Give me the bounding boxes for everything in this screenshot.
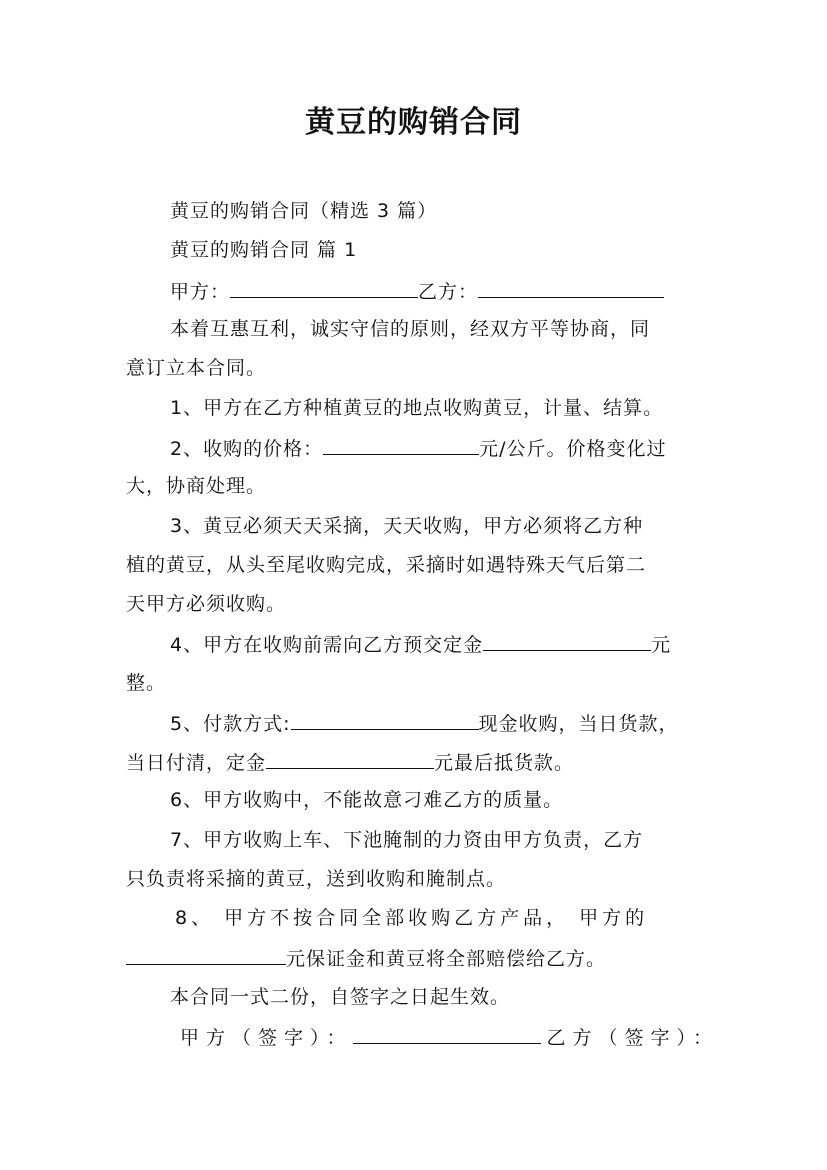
clause-5-text-a: 5、付款方式:: [170, 713, 291, 735]
guarantee-blank: [126, 944, 286, 965]
clause-7-line-1: 7、甲方收购上车、下池腌制的力资由甲方负责，乙方: [170, 829, 644, 851]
subtitle: 黄豆的购销合同（精选 3 篇）: [170, 200, 438, 222]
document-title: 黄豆的购销合同: [305, 105, 522, 140]
effective-clause: 本合同一式二份，自签字之日起生效。: [170, 986, 511, 1008]
clause-4-line-1: [170, 630, 750, 658]
price-blank: [323, 434, 479, 455]
clause-2-line-1: [170, 434, 750, 462]
clause-2-text-a: 2、收购的价格：: [170, 438, 324, 460]
deposit-amount-blank: [266, 748, 434, 769]
clause-2-line-2: 大，协商处理。: [126, 475, 267, 497]
clause-4-text-b: 元: [651, 634, 672, 656]
clause-8-line-1: 8、 甲方不按合同全部收购乙方产品， 甲方的: [175, 907, 649, 929]
intro-line-1: 本着互惠互利，诚实守信的原则，经双方平等协商，同: [170, 318, 651, 340]
clause-5-text-c: 当日付清，定金: [126, 752, 267, 774]
clause-3-line-3: 天甲方必须收购。: [126, 593, 287, 615]
section-heading: 黄豆的购销合同 篇 1: [170, 239, 358, 261]
signature-a-blank: [353, 1023, 541, 1044]
clause-5-line-1: [170, 709, 750, 737]
payment-method-blank: [291, 709, 479, 730]
party-a-blank: [230, 277, 418, 298]
clause-6: 6、甲方收购中，不能故意刁难乙方的质量。: [170, 789, 564, 811]
signature-a-label: 甲方（签字）：: [180, 1027, 353, 1049]
clause-8-text-b: 元保证金和黄豆将全部赔偿给乙方。: [286, 948, 607, 970]
parties-line: [170, 277, 750, 305]
clause-5-line-2: [126, 748, 706, 776]
clause-3-line-1: 3、黄豆必须天天采摘，天天收购，甲方必须将乙方种: [170, 515, 644, 537]
clause-5-text-d: 元最后抵货款。: [434, 752, 575, 774]
party-a-label: 甲方：: [170, 281, 231, 303]
clause-4-text-a: 4、甲方在收购前需向乙方预交定金: [170, 634, 484, 656]
intro-line-2: 意订立本合同。: [126, 357, 267, 379]
clause-7-line-2: 只负责将采摘的黄豆，送到收购和腌制点。: [126, 868, 507, 890]
deposit-blank: [483, 630, 651, 651]
signature-b-label: 乙方（签字）：: [546, 1027, 720, 1049]
clause-2-text-b: 元/公斤。价格变化过: [479, 438, 667, 460]
signature-line: [180, 1023, 760, 1051]
clause-5-text-b: 现金收购，当日货款，: [478, 713, 679, 735]
clause-8-line-2: [126, 944, 706, 972]
clause-4-line-2: 整。: [126, 672, 167, 694]
party-b-label: 乙方：: [418, 281, 479, 303]
party-b-blank: [478, 277, 664, 298]
clause-1: 1、甲方在乙方种植黄豆的地点收购黄豆，计量、结算。: [170, 397, 664, 419]
clause-3-line-2: 植的黄豆，从头至尾收购完成，采摘时如遇特殊天气后第二: [126, 554, 647, 576]
